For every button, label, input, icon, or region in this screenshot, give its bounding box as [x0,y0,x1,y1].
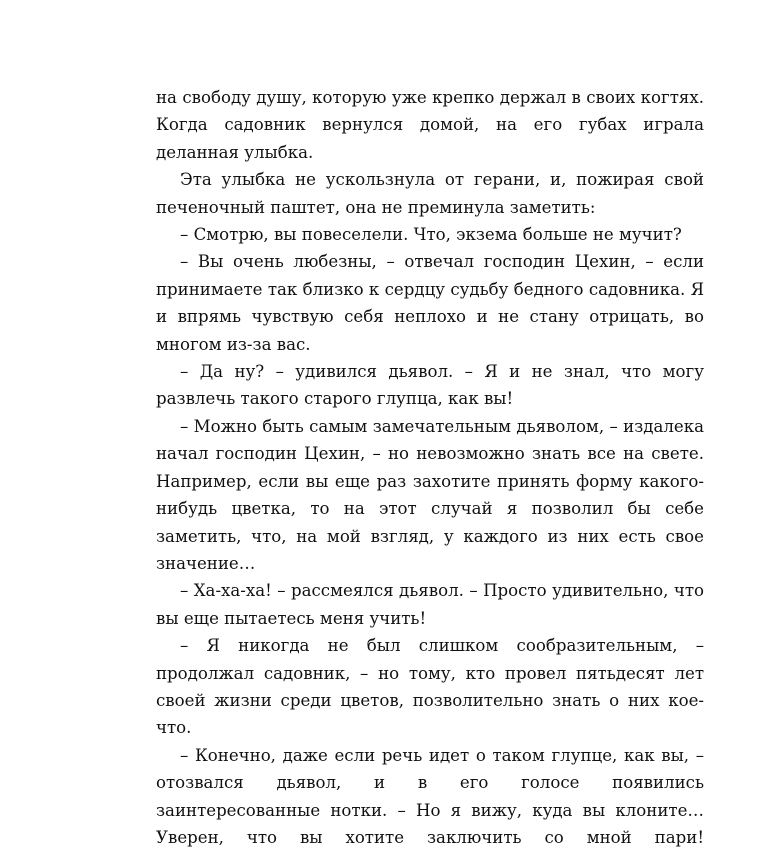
paragraph-1: на свободу душу, которую уже крепко держал в своих когтях. Когда садовник вернулся домой, на его губах играла деланная улыбка. [156,88,704,162]
paragraph-7: – Ха-ха-ха! – рассмеялся дьявол. – Просто удивительно, что вы еще пытаетесь меня учить! [156,581,704,628]
body-text [156,84,704,851]
paragraph-2: Эта улыбка не ускользнула от герани, и, пожирая свой печеночный паштет, она не преминула заметить: [156,170,704,217]
paragraph-3: – Смотрю, вы повеселели. Что, экзема больше не мучит? [180,225,682,245]
paragraph-9: – Конечно, даже если речь идет о таком глупце, как вы, – отозвался дьявол, и в его голосе появились заинтересованные нотки. – Но я вижу, куда вы клоните… Уверен, что вы хотите заключить со мной пари! [156,745,704,847]
paragraph-8: – Я никогда не был слишком сообразительным, – продолжал садовник, – но тому, кто провел пятьдесят лет своей жизни среди цветов, позволительно знать о них кое-что. [156,636,704,738]
paragraph-4: – Вы очень любезны, – отвечал господин Цехин, – если принимаете так близко к сердцу судьбу бедного садовника. Я и впрямь чувствую себя неплохо и не стану отрицать, во многом из-за вас. [156,252,704,354]
paragraph-5: – Да ну? – удивился дьявол. – Я и не знал, что могу развлечь такого старого глупца, как вы! [156,362,704,409]
paragraph-6: – Можно быть самым замечательным дьяволом, – издалека начал господин Цехин, – но невозможно знать все на свете. Например, если вы еще раз захотите принять форму какого-нибудь цветка, то на этот случай я позволил бы себе заметить, что, на мой взгляд, у каждого из них есть свое значение… [156,416,704,573]
